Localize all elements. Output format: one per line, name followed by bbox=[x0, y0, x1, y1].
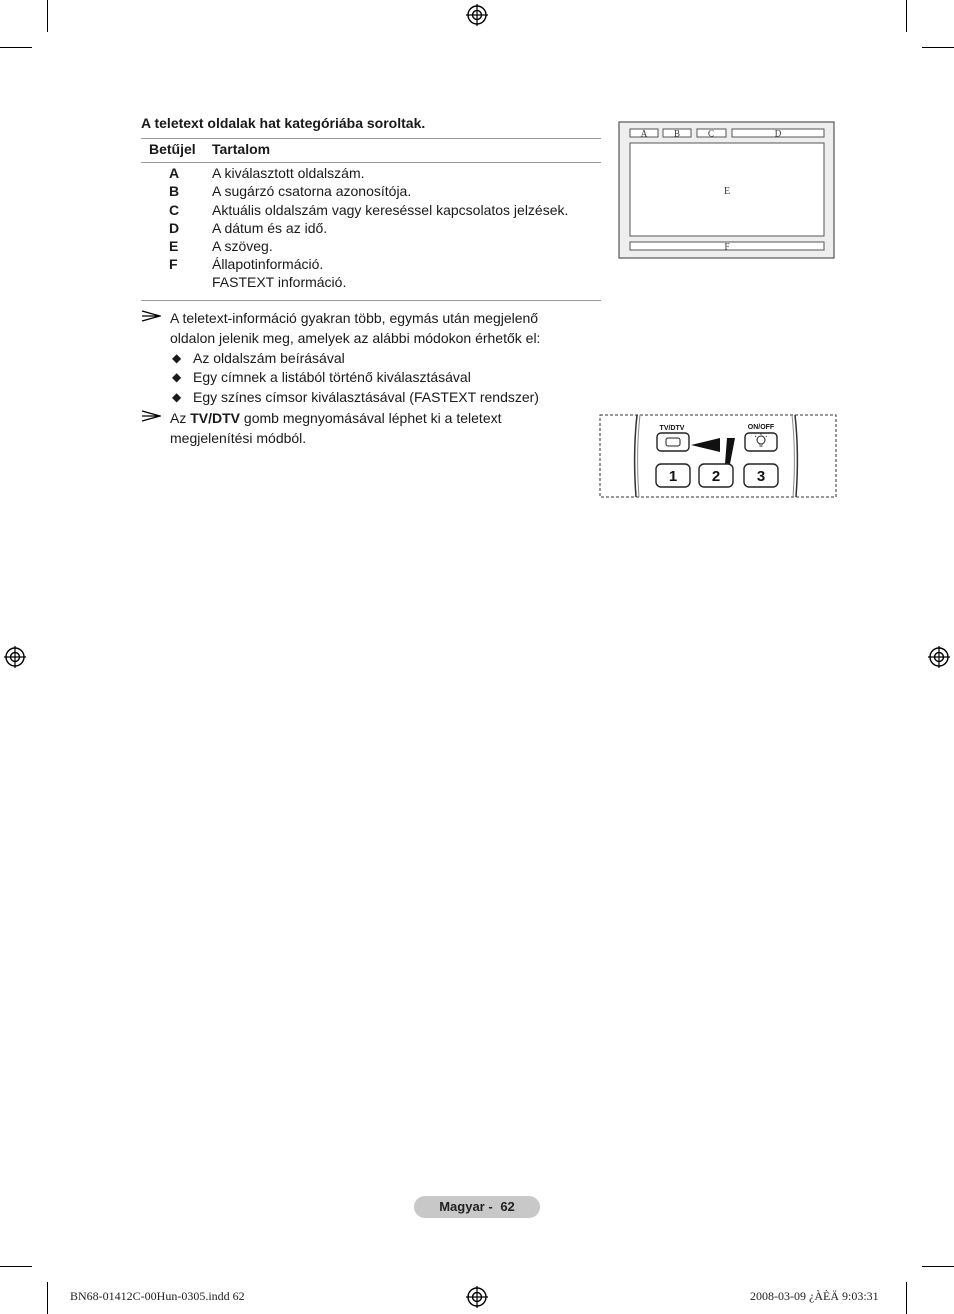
registration-mark-icon bbox=[466, 4, 488, 26]
crop-mark-top-left-v bbox=[47, 0, 48, 32]
row-desc: Aktuális oldalszám vagy kereséssel kapcsolatos jelzések. bbox=[212, 202, 569, 218]
row-letter: F bbox=[169, 256, 178, 272]
note2-suffix: gomb megnyomásával léphet ki a teletext bbox=[240, 410, 502, 426]
note2-prefix: Az bbox=[170, 410, 191, 426]
diamond-bullet-icon: ◆ bbox=[172, 351, 182, 365]
diagram-label-a: A bbox=[640, 128, 648, 139]
diagram-label-c: C bbox=[707, 128, 715, 139]
registration-mark-icon bbox=[466, 1286, 488, 1308]
diagram-label-e: E bbox=[723, 186, 731, 197]
note-text-line: oldalon jelenik meg, amelyek az alábbi módokon érhetők el: bbox=[170, 330, 541, 346]
bullet-item: Egy címnek a listából történő kiválasztásával bbox=[193, 369, 471, 385]
table-top-rule bbox=[141, 138, 601, 139]
page-number: 62 bbox=[500, 1199, 515, 1214]
table-header-content: Tartalom bbox=[212, 141, 271, 157]
remote-control-illustration bbox=[599, 414, 837, 498]
onoff-label: ON/OFF bbox=[747, 424, 775, 431]
note-arrow-icon bbox=[141, 410, 161, 422]
table-row bbox=[141, 274, 601, 292]
diagram-label-f: F bbox=[724, 241, 730, 252]
table-header-rule bbox=[141, 162, 601, 163]
note-text-line: megjelenítési módból. bbox=[170, 430, 307, 446]
footer-timestamp: 2008-03-09 ¿ÀÈÄ 9:03:31 bbox=[750, 1289, 879, 1303]
table-row bbox=[141, 256, 601, 274]
bullet-item: Az oldalszám beírásával bbox=[193, 350, 345, 366]
section-heading: A teletext oldalak hat kategóriába soroltak. bbox=[141, 115, 426, 131]
table-row bbox=[141, 202, 601, 220]
footer-file-info: BN68-01412C-00Hun-0305.indd 62 bbox=[70, 1289, 245, 1303]
row-desc: A sugárzó csatorna azonosítója. bbox=[212, 183, 412, 199]
row-desc: A kiválasztott oldalszám. bbox=[212, 165, 365, 181]
crop-mark-top-right-h bbox=[922, 47, 954, 48]
diagram-label-b: B bbox=[673, 128, 681, 139]
note-text-line: A teletext-információ gyakran több, egymás után megjelenő bbox=[170, 310, 539, 326]
row-desc: Állapotinformáció. bbox=[212, 256, 324, 272]
row-desc: A szöveg. bbox=[212, 238, 273, 254]
crop-mark-bottom-left-h bbox=[0, 1266, 32, 1267]
diagram-label-d: D bbox=[774, 128, 782, 139]
crop-mark-bottom-right-h bbox=[922, 1266, 954, 1267]
number-key-3-label: 3 bbox=[756, 468, 766, 485]
page-language: Magyar - bbox=[439, 1199, 493, 1214]
page-number-badge bbox=[414, 1196, 540, 1218]
table-row bbox=[141, 238, 601, 256]
note-text-line bbox=[170, 408, 502, 428]
row-letter: E bbox=[169, 238, 179, 254]
crop-mark-bottom-left-v bbox=[47, 1282, 48, 1314]
bullet-item: Egy színes címsor kiválasztásával (FASTEXT rendszer) bbox=[193, 389, 539, 405]
crop-mark-top-left-h bbox=[0, 47, 32, 48]
row-letter: A bbox=[169, 165, 180, 181]
row-letter: B bbox=[169, 183, 180, 199]
tvdtv-keyword: TV/DTV bbox=[190, 410, 241, 426]
table-row bbox=[141, 165, 601, 183]
row-letter: D bbox=[169, 220, 180, 236]
tvdtv-button bbox=[657, 433, 689, 451]
diamond-bullet-icon: ◆ bbox=[172, 390, 182, 404]
table-bottom-rule bbox=[141, 300, 601, 301]
note-arrow-icon bbox=[141, 310, 161, 322]
teletext-layout-diagram bbox=[618, 121, 835, 260]
crop-mark-top-right-v bbox=[906, 0, 907, 32]
number-key-2-label: 2 bbox=[711, 468, 721, 485]
table-row bbox=[141, 183, 601, 201]
row-desc: A dátum és az idő. bbox=[212, 220, 328, 236]
row-desc: FASTEXT információ. bbox=[212, 274, 347, 290]
table-row bbox=[141, 220, 601, 238]
registration-mark-icon bbox=[4, 646, 26, 668]
table-header-letter: Betűjel bbox=[149, 141, 196, 157]
number-key-1-label: 1 bbox=[668, 468, 678, 485]
row-letter: C bbox=[169, 202, 180, 218]
tvdtv-label: TV/DTV bbox=[659, 425, 685, 432]
diamond-bullet-icon: ◆ bbox=[172, 370, 182, 384]
crop-mark-bottom-right-v bbox=[906, 1282, 907, 1314]
registration-mark-icon bbox=[928, 646, 950, 668]
